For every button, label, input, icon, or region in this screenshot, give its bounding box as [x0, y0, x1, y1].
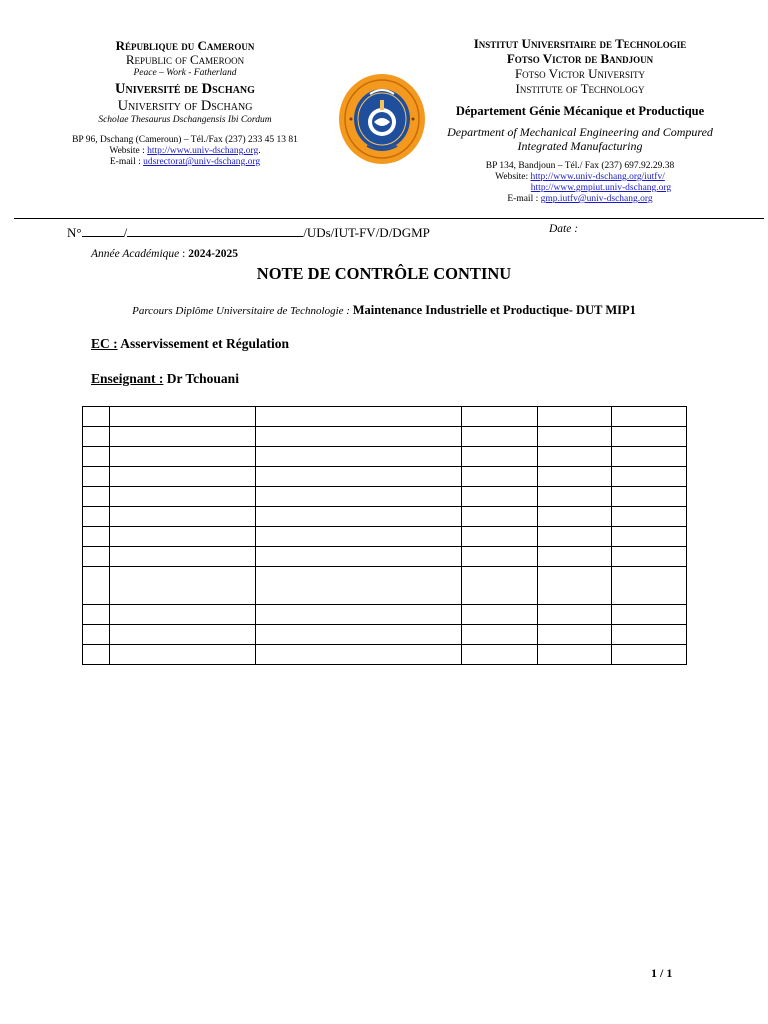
table-cell[interactable] — [110, 407, 256, 427]
table-cell[interactable] — [462, 605, 538, 625]
table-cell[interactable] — [538, 407, 612, 427]
header-divider — [14, 218, 764, 219]
table-cell[interactable] — [110, 625, 256, 645]
table-row — [83, 447, 687, 467]
department-name-fr: Département Génie Mécanique et Productique — [455, 104, 705, 118]
table-cell[interactable] — [538, 507, 612, 527]
table-cell[interactable] — [110, 645, 256, 665]
table-cell[interactable] — [538, 427, 612, 447]
institute-name-fr-2: Fotso Victor de Bandjoun — [506, 51, 654, 66]
date-label: Date : — [549, 223, 579, 235]
country-name-en: Republic of Cameroon — [125, 52, 245, 67]
table-cell[interactable] — [538, 527, 612, 547]
institute-website-link-2[interactable]: http://www.gmpiut.univ-dschang.org — [530, 183, 672, 193]
academic-year-value: 2024-2025 — [188, 248, 239, 260]
table-cell[interactable] — [612, 507, 687, 527]
teacher-line — [91, 371, 239, 387]
table-cell[interactable] — [83, 547, 110, 567]
reference-blank-2[interactable] — [127, 224, 303, 237]
institute-website-line-2 — [430, 183, 730, 194]
email-label: E-mail : — [109, 157, 144, 167]
table-cell[interactable] — [83, 625, 110, 645]
table-cell[interactable] — [83, 605, 110, 625]
university-name-fr: Université de Dschang — [115, 81, 255, 97]
table-cell[interactable] — [538, 447, 612, 467]
table-cell[interactable] — [462, 467, 538, 487]
table-cell[interactable] — [83, 487, 110, 507]
table-cell[interactable] — [462, 645, 538, 665]
table-cell[interactable] — [462, 507, 538, 527]
table-row — [83, 625, 687, 645]
university-website-line — [40, 146, 330, 157]
table-cell[interactable] — [110, 427, 256, 447]
table-cell[interactable] — [538, 625, 612, 645]
table-cell[interactable] — [110, 605, 256, 625]
table-cell[interactable] — [462, 487, 538, 507]
table-cell[interactable] — [612, 447, 687, 467]
program-value: Maintenance Industrielle et Productique- DUT MIP1 — [352, 303, 636, 317]
reference-prefix: N° — [67, 225, 82, 240]
academic-year-separator: : — [179, 248, 189, 260]
table-cell[interactable] — [256, 407, 462, 427]
table-cell[interactable] — [462, 527, 538, 547]
table-cell[interactable] — [462, 567, 538, 605]
table-row — [83, 467, 687, 487]
reference-number-line — [67, 224, 430, 241]
academic-year-label: Année Académique — [91, 248, 180, 260]
table-cell[interactable] — [110, 467, 256, 487]
table-cell[interactable] — [256, 645, 462, 665]
country-name-fr: République du Cameroun — [115, 38, 255, 53]
table-row — [83, 427, 687, 447]
website-label: Website : — [109, 146, 148, 156]
university-address: BP 96, Dschang (Cameroun) – Tél./Fax (237) 233 45 13 81 — [72, 135, 298, 145]
institute-name-en: Institute of Technology — [515, 81, 645, 96]
reference-separator: / — [123, 225, 128, 240]
reference-blank-1[interactable] — [82, 224, 124, 237]
table-cell[interactable] — [612, 645, 687, 665]
program-line — [0, 303, 768, 318]
program-label: Parcours Diplôme Universitaire de Technologie : — [132, 305, 353, 317]
table-cell[interactable] — [612, 487, 687, 507]
table-cell[interactable] — [83, 427, 110, 447]
academic-year-line — [91, 248, 238, 260]
table-cell[interactable] — [256, 507, 462, 527]
table-cell[interactable] — [462, 407, 538, 427]
table-cell[interactable] — [256, 467, 462, 487]
teacher-label: Enseignant : — [91, 371, 164, 386]
teacher-value: Dr Tchouani — [163, 371, 239, 386]
table-row — [83, 507, 687, 527]
table-cell[interactable] — [256, 447, 462, 467]
table-cell[interactable] — [612, 567, 687, 605]
table-row — [83, 487, 687, 507]
institute-website-link-1[interactable]: http://www.univ-dschang.org/iutfv/ — [530, 172, 665, 182]
table-cell[interactable] — [462, 547, 538, 567]
table-cell[interactable] — [256, 547, 462, 567]
table-cell[interactable] — [612, 467, 687, 487]
institute-email-line — [430, 194, 730, 205]
website-suffix: . — [258, 146, 261, 156]
table-cell[interactable] — [538, 645, 612, 665]
table-row — [83, 567, 687, 605]
table-cell[interactable] — [110, 507, 256, 527]
institute-name-fr: Institut Universitaire de Technologie — [473, 36, 687, 51]
table-cell[interactable] — [538, 605, 612, 625]
table-cell[interactable] — [110, 447, 256, 467]
email-label-right: E-mail : — [507, 194, 541, 204]
table-cell[interactable] — [83, 507, 110, 527]
university-email-line — [40, 157, 330, 168]
table-cell[interactable] — [83, 467, 110, 487]
table-cell[interactable] — [612, 625, 687, 645]
reference-suffix: /UDs/IUT-FV/D/DGMP — [303, 225, 430, 240]
document-title: NOTE DE CONTRÔLE CONTINU — [256, 264, 512, 283]
table-cell[interactable] — [256, 567, 462, 605]
table-cell[interactable] — [83, 447, 110, 467]
table-cell[interactable] — [462, 427, 538, 447]
national-motto: Peace – Work - Fatherland — [133, 68, 237, 78]
table-cell[interactable] — [83, 567, 110, 605]
left-header — [40, 38, 330, 168]
website-label-right: Website: — [495, 172, 531, 182]
table-cell[interactable] — [256, 427, 462, 447]
course-label: EC : — [91, 336, 118, 351]
table-cell[interactable] — [538, 547, 612, 567]
table-cell[interactable] — [612, 547, 687, 567]
table-cell[interactable] — [256, 487, 462, 507]
university-name-en-right: Fotso Victor University — [514, 66, 646, 81]
table-row — [83, 605, 687, 625]
university-email-link[interactable]: udsrectorat@univ-dschang.org — [143, 157, 261, 167]
university-name-en: University of Dschang — [117, 98, 253, 114]
latin-motto: Scholae Thesaurus Dschangensis Ibi Cordum — [98, 115, 272, 125]
table-cell[interactable] — [612, 605, 687, 625]
table-cell[interactable] — [110, 547, 256, 567]
table-cell[interactable] — [256, 625, 462, 645]
table-row — [83, 407, 687, 427]
university-seal-icon — [337, 72, 427, 166]
table-cell[interactable] — [612, 427, 687, 447]
right-header — [430, 36, 730, 205]
table-cell[interactable] — [462, 625, 538, 645]
table-cell[interactable] — [110, 567, 256, 605]
table-cell[interactable] — [83, 527, 110, 547]
table-cell[interactable] — [110, 487, 256, 507]
table-cell[interactable] — [256, 605, 462, 625]
institute-website-line — [430, 172, 730, 183]
university-website-link[interactable]: http://www.univ-dschang.org — [147, 146, 259, 156]
table-cell[interactable] — [462, 447, 538, 467]
table-cell[interactable] — [538, 487, 612, 507]
table-cell[interactable] — [83, 407, 110, 427]
table-row — [83, 645, 687, 665]
department-name-en: Department of Mechanical Engineering and Compured Integrated Manufacturing — [447, 125, 713, 153]
institute-email-link[interactable]: gmp.iutfv@univ-dschang.org — [540, 194, 653, 204]
page-number: 1 / 1 — [651, 966, 673, 980]
table-cell[interactable] — [538, 567, 612, 605]
table-cell[interactable] — [612, 407, 687, 427]
table-cell[interactable] — [538, 467, 612, 487]
institute-address: BP 134, Bandjoun – Tél./ Fax (237) 697.92.29.38 — [485, 161, 675, 171]
grades-table — [82, 406, 687, 665]
course-value: Asservissement et Régulation — [117, 336, 289, 351]
course-line — [91, 336, 289, 352]
table-row — [83, 547, 687, 567]
table-row — [83, 527, 687, 547]
table-cell[interactable] — [612, 527, 687, 547]
table-cell[interactable] — [110, 527, 256, 547]
table-cell[interactable] — [83, 645, 110, 665]
table-cell[interactable] — [256, 527, 462, 547]
